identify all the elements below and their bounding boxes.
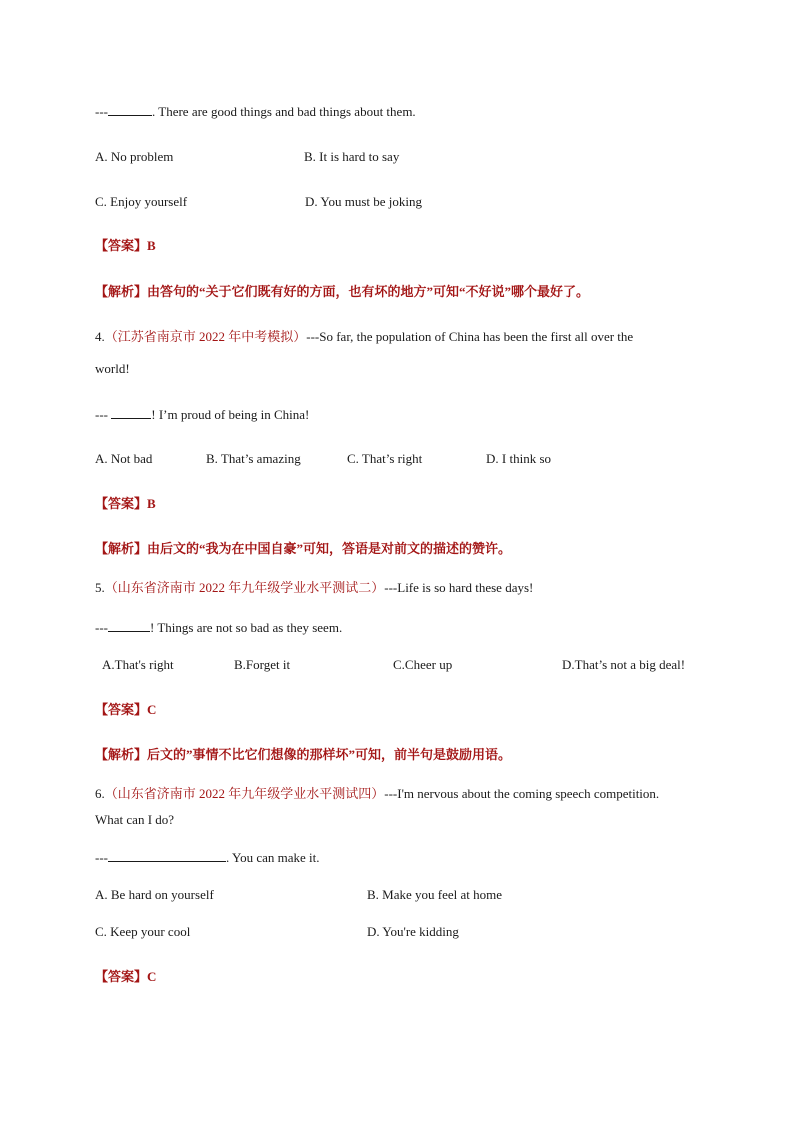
q4-question-line2: world! (95, 361, 130, 376)
q5-answer-value: C (147, 702, 157, 717)
q3-option-b: B. It is hard to say (304, 149, 400, 164)
q4-response-suffix: ! I’m proud of being in China! (151, 407, 310, 422)
q4-option-c: C. That’s right (347, 451, 423, 466)
q3-answer (95, 238, 156, 254)
q6-question-text: ---I'm nervous about the coming speech competition. (384, 786, 660, 801)
q5-analysis-label: 【解析】 (95, 747, 148, 762)
q5-response-prefix: --- (95, 620, 108, 635)
q6-option-d: D. You're kidding (367, 924, 459, 939)
q6-number: 6. (95, 786, 105, 801)
q4-source: （江苏省南京市 2022 年中考模拟） (104, 329, 307, 344)
q4-answer-blank (111, 406, 151, 419)
q3-analysis-label: 【解析】 (95, 284, 148, 299)
q6-answer (95, 969, 156, 985)
q5-option-d: D.That’s not a big deal! (562, 657, 686, 672)
q4-response-prefix: --- (95, 407, 112, 422)
q4-analysis-text: 由后文的“我为在中国自豪”可知，答语是对前文的描述的赞许。 (147, 541, 512, 556)
q3-analysis (95, 284, 589, 300)
q4-answer-label: 【答案】 (95, 496, 148, 511)
q3-option-d: D. You must be joking (305, 194, 423, 209)
q5-number: 5. (95, 580, 105, 595)
q3-option-c: C. Enjoy yourself (95, 194, 188, 209)
q5-answer (95, 702, 156, 718)
q5-source: （山东省济南市 2022 年九年级学业水平测试二） (104, 580, 385, 595)
q4-answer (95, 496, 156, 512)
q4-answer-value: B (147, 496, 156, 511)
q5-response-suffix: ! Things are not so bad as they seem. (150, 620, 343, 635)
q4-option-b: B. That’s amazing (206, 451, 301, 466)
q4-question-text: ---So far, the population of China has been the first all over the (306, 329, 634, 344)
q6-option-b: B. Make you feel at home (367, 887, 503, 902)
q6-response-suffix: . You can make it. (226, 850, 320, 865)
q5-answer-blank (108, 619, 150, 632)
q6-response-prefix: --- (95, 850, 108, 865)
q3-response-suffix: . There are good things and bad things about them. (152, 104, 416, 119)
q5-analysis (95, 747, 511, 763)
q5-question-line1 (95, 580, 533, 596)
q4-analysis-label: 【解析】 (95, 541, 148, 556)
q6-option-c: C. Keep your cool (95, 924, 191, 939)
q4-response-line (95, 406, 309, 423)
q4-option-a: A. Not bad (95, 451, 153, 466)
q3-analysis-text: 由答句的“关于它们既有好的方面，也有坏的地方”可知“不好说”哪个最好了。 (147, 284, 590, 299)
q5-answer-label: 【答案】 (95, 702, 148, 717)
q6-question-line1 (95, 786, 659, 802)
q4-option-d: D. I think so (486, 451, 551, 466)
q6-source: （山东省济南市 2022 年九年级学业水平测试四） (104, 786, 385, 801)
q5-option-b: B.Forget it (234, 657, 291, 672)
q4-analysis (95, 541, 511, 557)
q4-number: 4. (95, 329, 105, 344)
q4-question-line1 (95, 329, 633, 345)
q3-option-a: A. No problem (95, 149, 174, 164)
q3-answer-blank (108, 103, 152, 116)
q6-answer-value: C (147, 969, 157, 984)
q6-option-a: A. Be hard on yourself (95, 887, 214, 902)
q5-question-text: ---Life is so hard these days! (384, 580, 534, 595)
q3-answer-label: 【答案】 (95, 238, 148, 253)
q5-option-c: C.Cheer up (393, 657, 453, 672)
q6-answer-blank (108, 849, 226, 862)
q6-response-line (95, 849, 320, 866)
q3-response-line (95, 103, 416, 120)
q5-option-a: A.That's right (102, 657, 174, 672)
q6-answer-label: 【答案】 (95, 969, 148, 984)
q3-response-prefix: --- (95, 104, 108, 119)
q5-response-line (95, 619, 342, 636)
q3-answer-value: B (147, 238, 156, 253)
q5-analysis-text: 后文的”事情不比它们想像的那样坏”可知，前半句是鼓励用语。 (147, 747, 512, 762)
q6-question-line2: What can I do? (95, 812, 175, 827)
